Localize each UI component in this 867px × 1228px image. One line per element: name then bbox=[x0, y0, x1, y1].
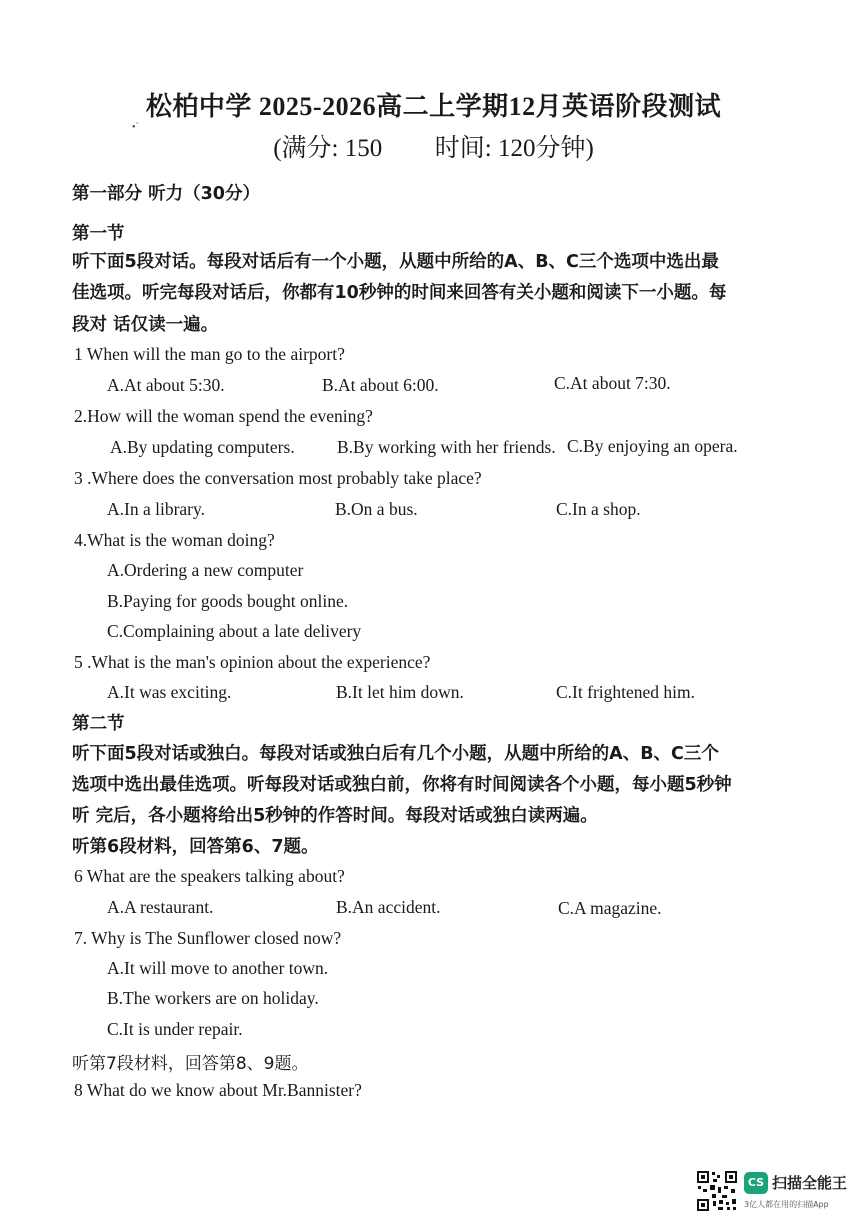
answer-option: B.At about 6:00. bbox=[322, 375, 439, 395]
section1-instruction-line: 段对 话仅读一遍。 bbox=[72, 315, 219, 335]
time-value: 120分钟) bbox=[497, 135, 594, 162]
part1-heading: 第一部分 听力（30分） bbox=[72, 184, 260, 204]
question-stem: 2.How will the woman spend the evening? bbox=[74, 406, 373, 426]
answer-option: C.It is under repair. bbox=[107, 1019, 243, 1039]
answer-option: C.In a shop. bbox=[556, 499, 641, 519]
answer-option: A.Ordering a new computer bbox=[107, 560, 304, 580]
answer-option: B.Paying for goods bought online. bbox=[107, 591, 349, 611]
answer-option: B.An accident. bbox=[336, 897, 441, 917]
section2-heading: 第二节 bbox=[72, 714, 125, 734]
section1-instruction-line: 佳选项。听完每段对话后，你都有10秒钟的时间来回答有关小题和阅读下一小题。每 bbox=[72, 283, 727, 303]
score-label: (满分: bbox=[273, 135, 339, 162]
answer-option: A.It was exciting. bbox=[107, 682, 232, 702]
section2-instruction-line: 选项中选出最佳选项。听每段对话或独白前，你将有时间阅读各个小题，每小题5秒钟 bbox=[72, 775, 732, 795]
answer-option: A.At about 5:30. bbox=[107, 375, 225, 395]
question-stem: 7. Why is The Sunflower closed now? bbox=[74, 928, 342, 948]
scanner-app-tagline: 3亿人都在用的扫描App bbox=[744, 1200, 829, 1209]
answer-option: B.On a bus. bbox=[335, 499, 418, 519]
answer-option: A.A restaurant. bbox=[107, 897, 214, 917]
answer-option: C.It frightened him. bbox=[556, 682, 696, 702]
section2-instruction-line: 听 完后，各小题将给出5秒钟的作答时间。每段对话或独白读两遍。 bbox=[72, 806, 598, 826]
answer-option: C.At about 7:30. bbox=[554, 373, 671, 393]
question-stem: 1 When will the man go to the airport? bbox=[74, 344, 345, 364]
answer-option: C.Complaining about a late delivery bbox=[107, 621, 362, 641]
camscanner-logo-icon: CS bbox=[744, 1172, 768, 1194]
section1-instruction-line: 听下面5段对话。每段对话后有一个小题，从题中所给的A、B、C三个选项中选出最 bbox=[72, 252, 719, 272]
question-stem: 6 What are the speakers talking about? bbox=[74, 866, 345, 886]
question-stem: 8 What do we know about Mr.Bannister? bbox=[74, 1080, 362, 1100]
question-stem: 3 .Where does the conversation most probably take place? bbox=[74, 468, 482, 488]
answer-option: B.It let him down. bbox=[336, 682, 464, 702]
answer-option: A.In a library. bbox=[107, 499, 205, 519]
question-stem: 4.What is the woman doing? bbox=[74, 530, 275, 550]
question-stem: 5 .What is the man's opinion about the experience? bbox=[74, 652, 431, 672]
material-note: 听第6段材料，回答第6、7题。 bbox=[72, 837, 319, 857]
section2-instruction-line: 听下面5段对话或独白。每段对话或独白后有几个小题，从题中所给的A、B、C三个 bbox=[72, 744, 719, 764]
scan-speck-decoration: •` bbox=[132, 122, 139, 133]
answer-option: A.It will move to another town. bbox=[107, 958, 329, 978]
time-label: 时间: bbox=[434, 135, 492, 162]
answer-option: C.By enjoying an opera. bbox=[567, 436, 738, 456]
answer-option: B.By working with her friends. bbox=[337, 437, 556, 457]
section1-heading: 第一节 bbox=[72, 224, 125, 244]
exam-subtitle bbox=[0, 128, 867, 164]
answer-option: C.A magazine. bbox=[558, 898, 662, 918]
exam-title: 松柏中学 2025-2026高二上学期12月英语阶段测试 bbox=[145, 92, 722, 121]
score-value: 150 bbox=[344, 135, 383, 162]
material-note: 听第7段材料，回答第8、9题。 bbox=[72, 1054, 309, 1074]
answer-option: A.By updating computers. bbox=[110, 437, 295, 457]
scanner-app-name: 扫描全能王 bbox=[772, 1174, 848, 1192]
answer-option: B.The workers are on holiday. bbox=[107, 988, 319, 1008]
qr-code-icon bbox=[696, 1170, 738, 1212]
